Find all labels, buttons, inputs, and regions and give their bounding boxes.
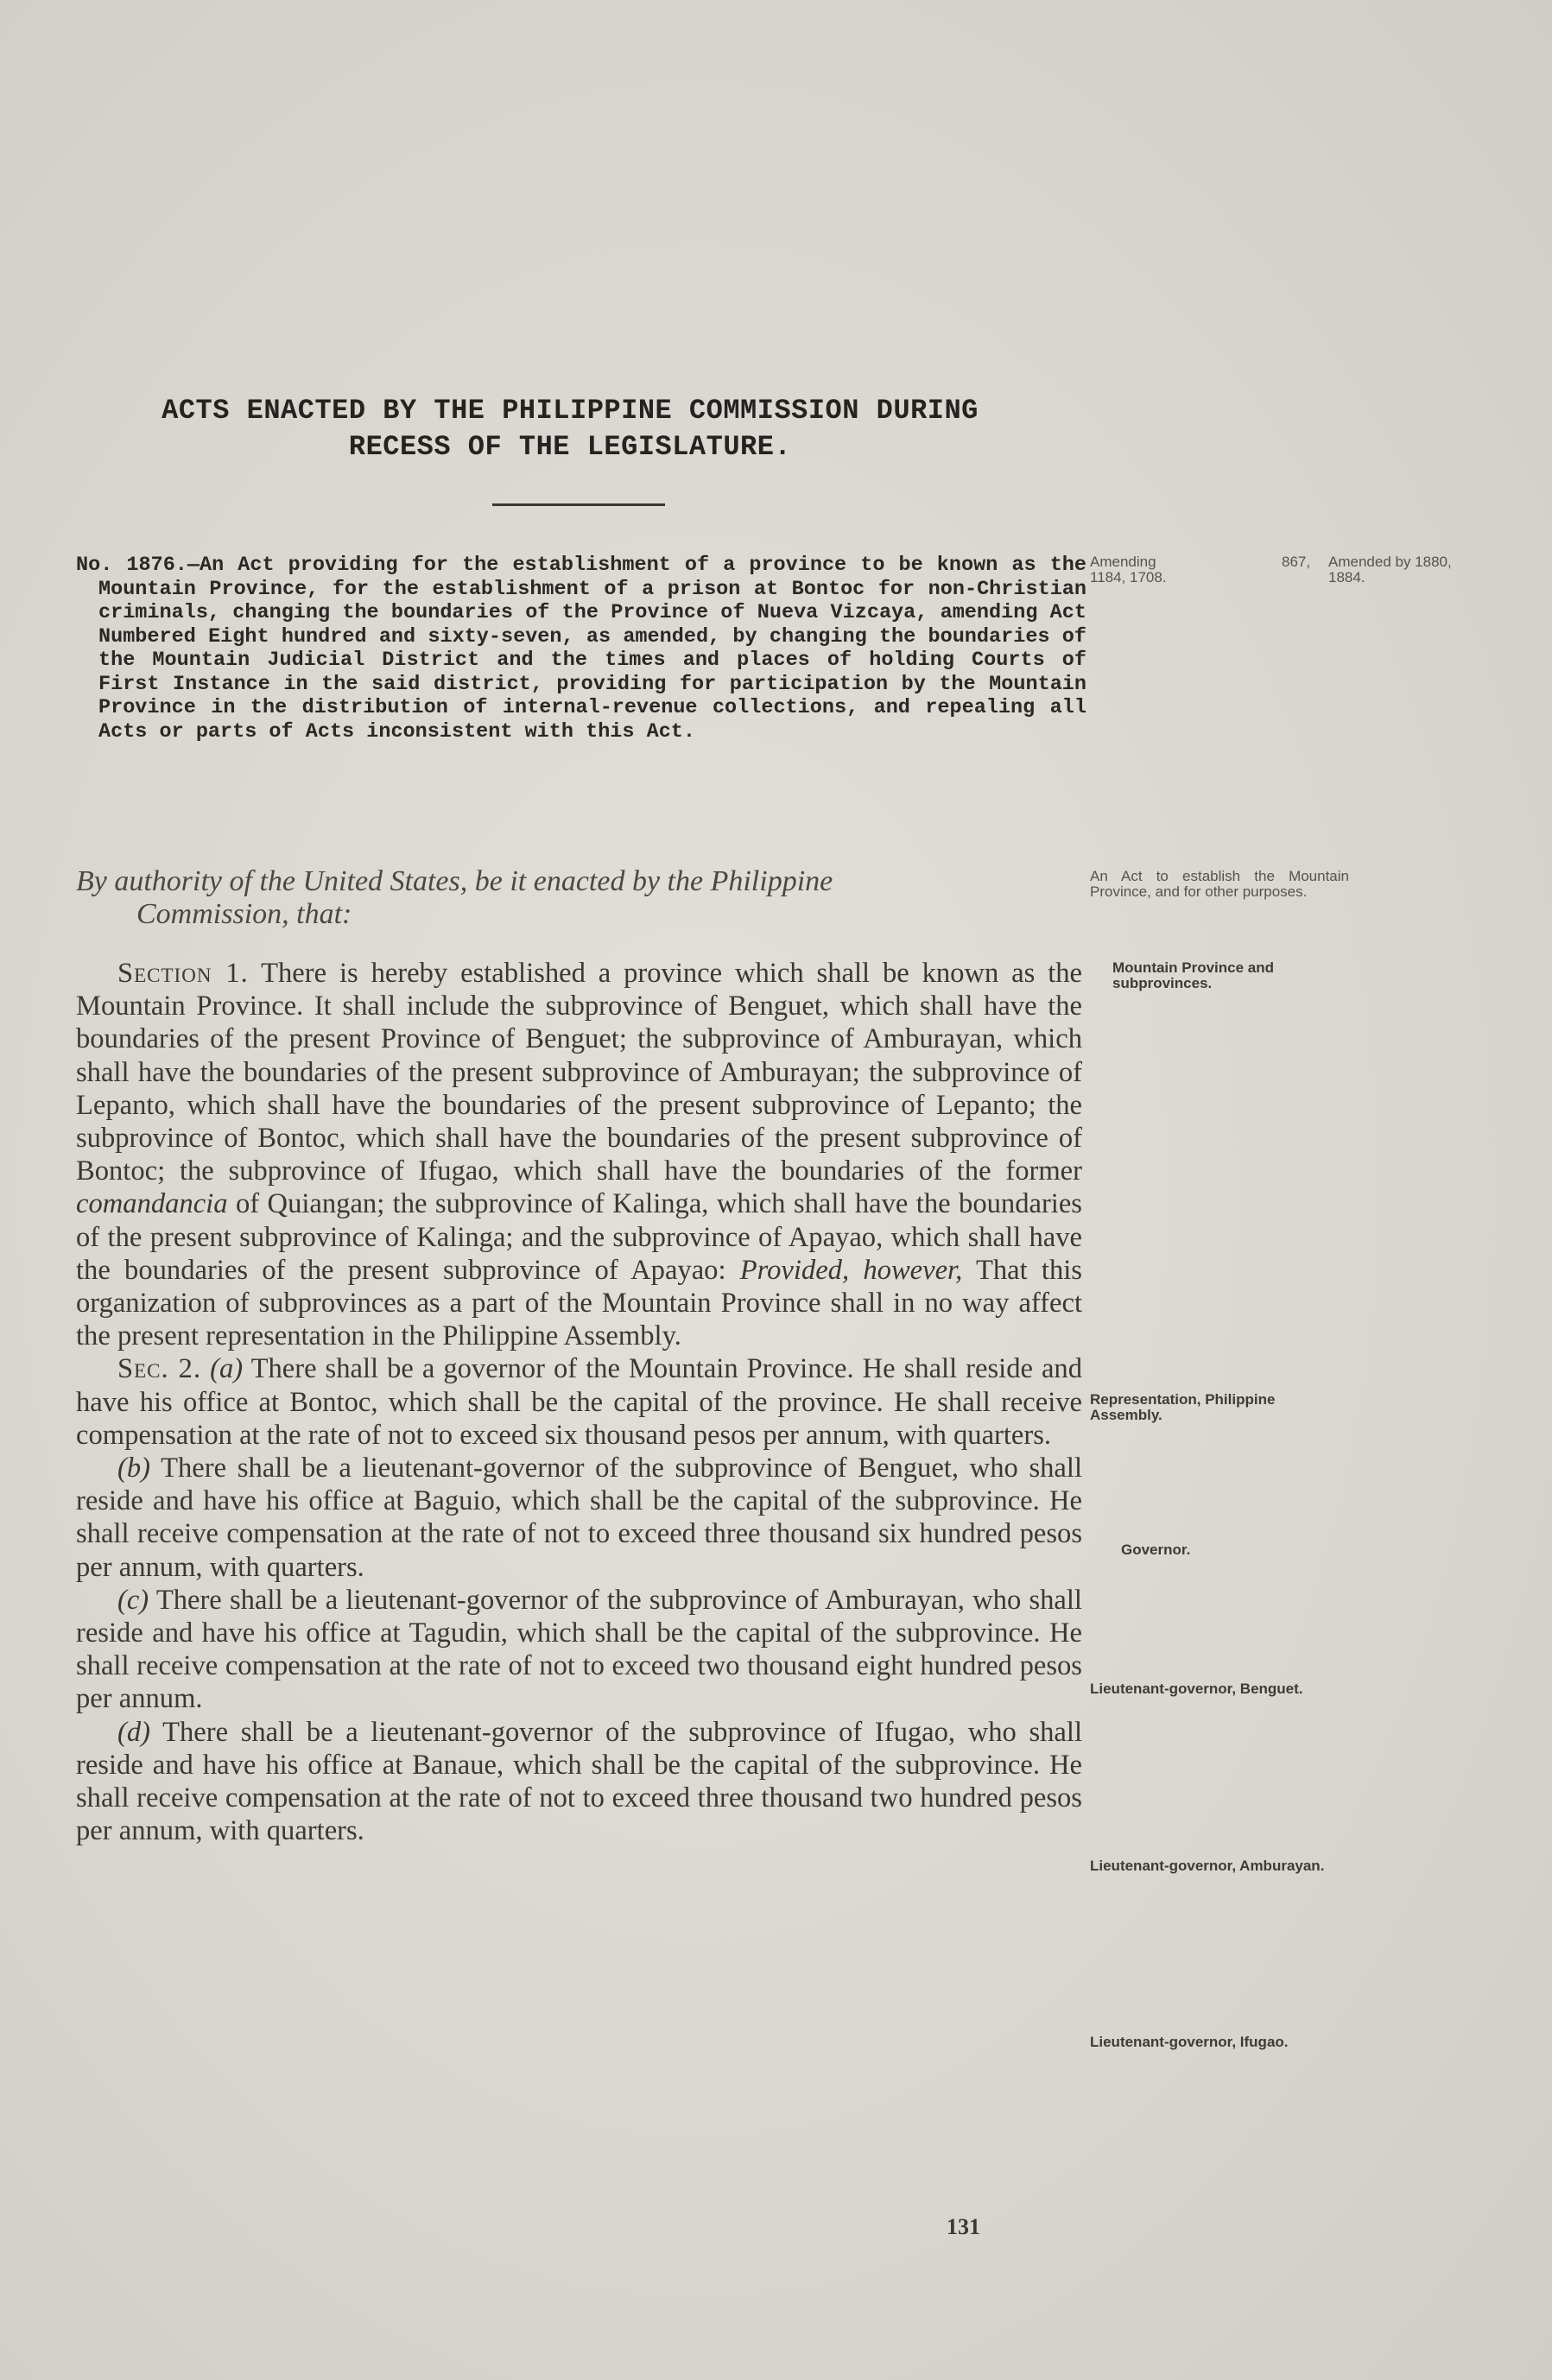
section-2d-text: There shall be a lieutenant-governor of the subprovince of Ifugao, who shall reside and have his office at Banaue, which shall be the capital of the subprovince. He shall receive compensation at the rate of not to exceed three thousand two hundred pesos per annum, with quarters. [76, 1716, 1082, 1847]
act-title: —An Act providing for the establishment of a province to be known as the Mountain Province, for the establishment of a prison at Bontoc for non-Christian criminals, changing the boundaries of the Province of Nueva Vizcaya, amending Act Numbered Eight hundred and sixty-seven, as amended, by changing the boundaries of the Mountain Judicial District and the times and places of holding Courts of First Instance in the said district, providing for participation by the Mountain Province in the distribution of internal-revenue collections, and repealing all Acts or parts of Acts inconsistent with this Act. [98, 554, 1086, 744]
margin-note-mountain-province: Mountain Province and subprovinces. [1112, 959, 1275, 991]
section-2c-letter: (c) [117, 1584, 149, 1616]
heading-line-2: RECESS OF THE LEGISLATURE. [348, 431, 792, 463]
section-2a-text: There shall be a governor of the Mountain Province. He shall reside and have his office at Bontoc, which shall be the capital of the province. He shall receive compensation at the rate of not to exceed six thousand pesos per annum, with quarters. [76, 1353, 1082, 1451]
section-2b-text: There shall be a lieutenant-governor of the subprovince of Benguet, who shall reside and have his office at Baguio, which shall be the capital of the subprovince. He shall receive compensation at the rate of not to exceed three thousand six hundred pesos per annum, with quarters. [76, 1453, 1082, 1583]
margin-note-867: 867, [1282, 554, 1311, 570]
act-body [76, 957, 1082, 1847]
section-1-text-b: of Quiangan; the subprovince of Kalinga, which shall have the boundaries of the present subprovince of Kalinga; and the subprovince of Apayao, which shall have the boundaries of the present subprovince of Apayao: [76, 1188, 1082, 1286]
heading-line-1: ACTS ENACTED BY THE PHILIPPINE COMMISSION DURING [162, 395, 979, 427]
section-2d [76, 1716, 1082, 1848]
section-2d-letter: (d) [117, 1716, 150, 1748]
margin-note-purpose: An Act to establish the Mountain Province, and for other purposes. [1090, 868, 1349, 900]
section-1-label: Section 1. [117, 958, 249, 989]
section-1-text-a: There is hereby established a province which shall be known as the Mountain Province. It shall include the subprovince of Benguet, which shall have the boundaries of the present Province of Benguet; the subprovince of Amburayan, which shall have the boundaries of the present subprovince of Amburayan; the subprovince of Lepanto, which shall have the boundaries of the present subprovince of Lepanto; the subprovince of Bontoc, which shall have the boundaries of the present subprovince of Bontoc; the subprovince of Ifugao, which shall have the boundaries of the former [76, 958, 1083, 1187]
margin-amending: Amending [1090, 554, 1156, 570]
act-number: No. 1876. [76, 554, 187, 577]
enacting-line-2: Commission, that: [136, 898, 352, 930]
section-2c [76, 1584, 1082, 1716]
margin-note-lt-amburayan: Lieutenant-governor, Amburayan. [1090, 1858, 1325, 1874]
section-1 [76, 957, 1082, 1352]
margin-note-lt-benguet: Lieutenant-governor, Benguet. [1090, 1681, 1303, 1697]
section-1-comandancia: comandancia [76, 1188, 228, 1220]
section-2c-text: There shall be a lieutenant-governor of the subprovince of Amburayan, who shall reside and have his office at Tagudin, which shall be the capital of the subprovince. He shall receive compensation at the rate of not to exceed two thousand eight hundred pesos per annum. [76, 1584, 1082, 1715]
margin-note-lt-ifugao: Lieutenant-governor, Ifugao. [1090, 2034, 1289, 2050]
margin-note-governor: Governor. [1121, 1541, 1191, 1558]
margin-note-amending [1090, 554, 1232, 586]
act-title-block [76, 554, 1086, 744]
heading-divider [492, 503, 665, 506]
section-1-text-c: That this organization of subprovinces as a part of the Mountain Province shall in no way affect the present representation in the Philippine Assembly. [76, 1254, 1082, 1352]
section-2b [76, 1452, 1082, 1584]
page-number: 131 [947, 2214, 980, 2239]
enacting-line-1: By authority of the United States, be it enacted by the Philippine [76, 865, 833, 897]
enacting-clause [76, 865, 1086, 931]
margin-note-representation: Representation, Philippine Assembly. [1090, 1391, 1276, 1423]
page-heading [52, 393, 1088, 465]
section-1-proviso: Provided, however, [739, 1254, 963, 1286]
margin-note-amended-by: Amended by 1880, 1884. [1328, 554, 1452, 586]
section-2b-letter: (b) [117, 1453, 150, 1484]
margin-amending-refs: 1184, 1708. [1090, 569, 1167, 586]
section-2a [76, 1352, 1082, 1452]
section-2-label: Sec. 2. [117, 1353, 202, 1385]
section-2a-letter: (a) [210, 1353, 244, 1385]
